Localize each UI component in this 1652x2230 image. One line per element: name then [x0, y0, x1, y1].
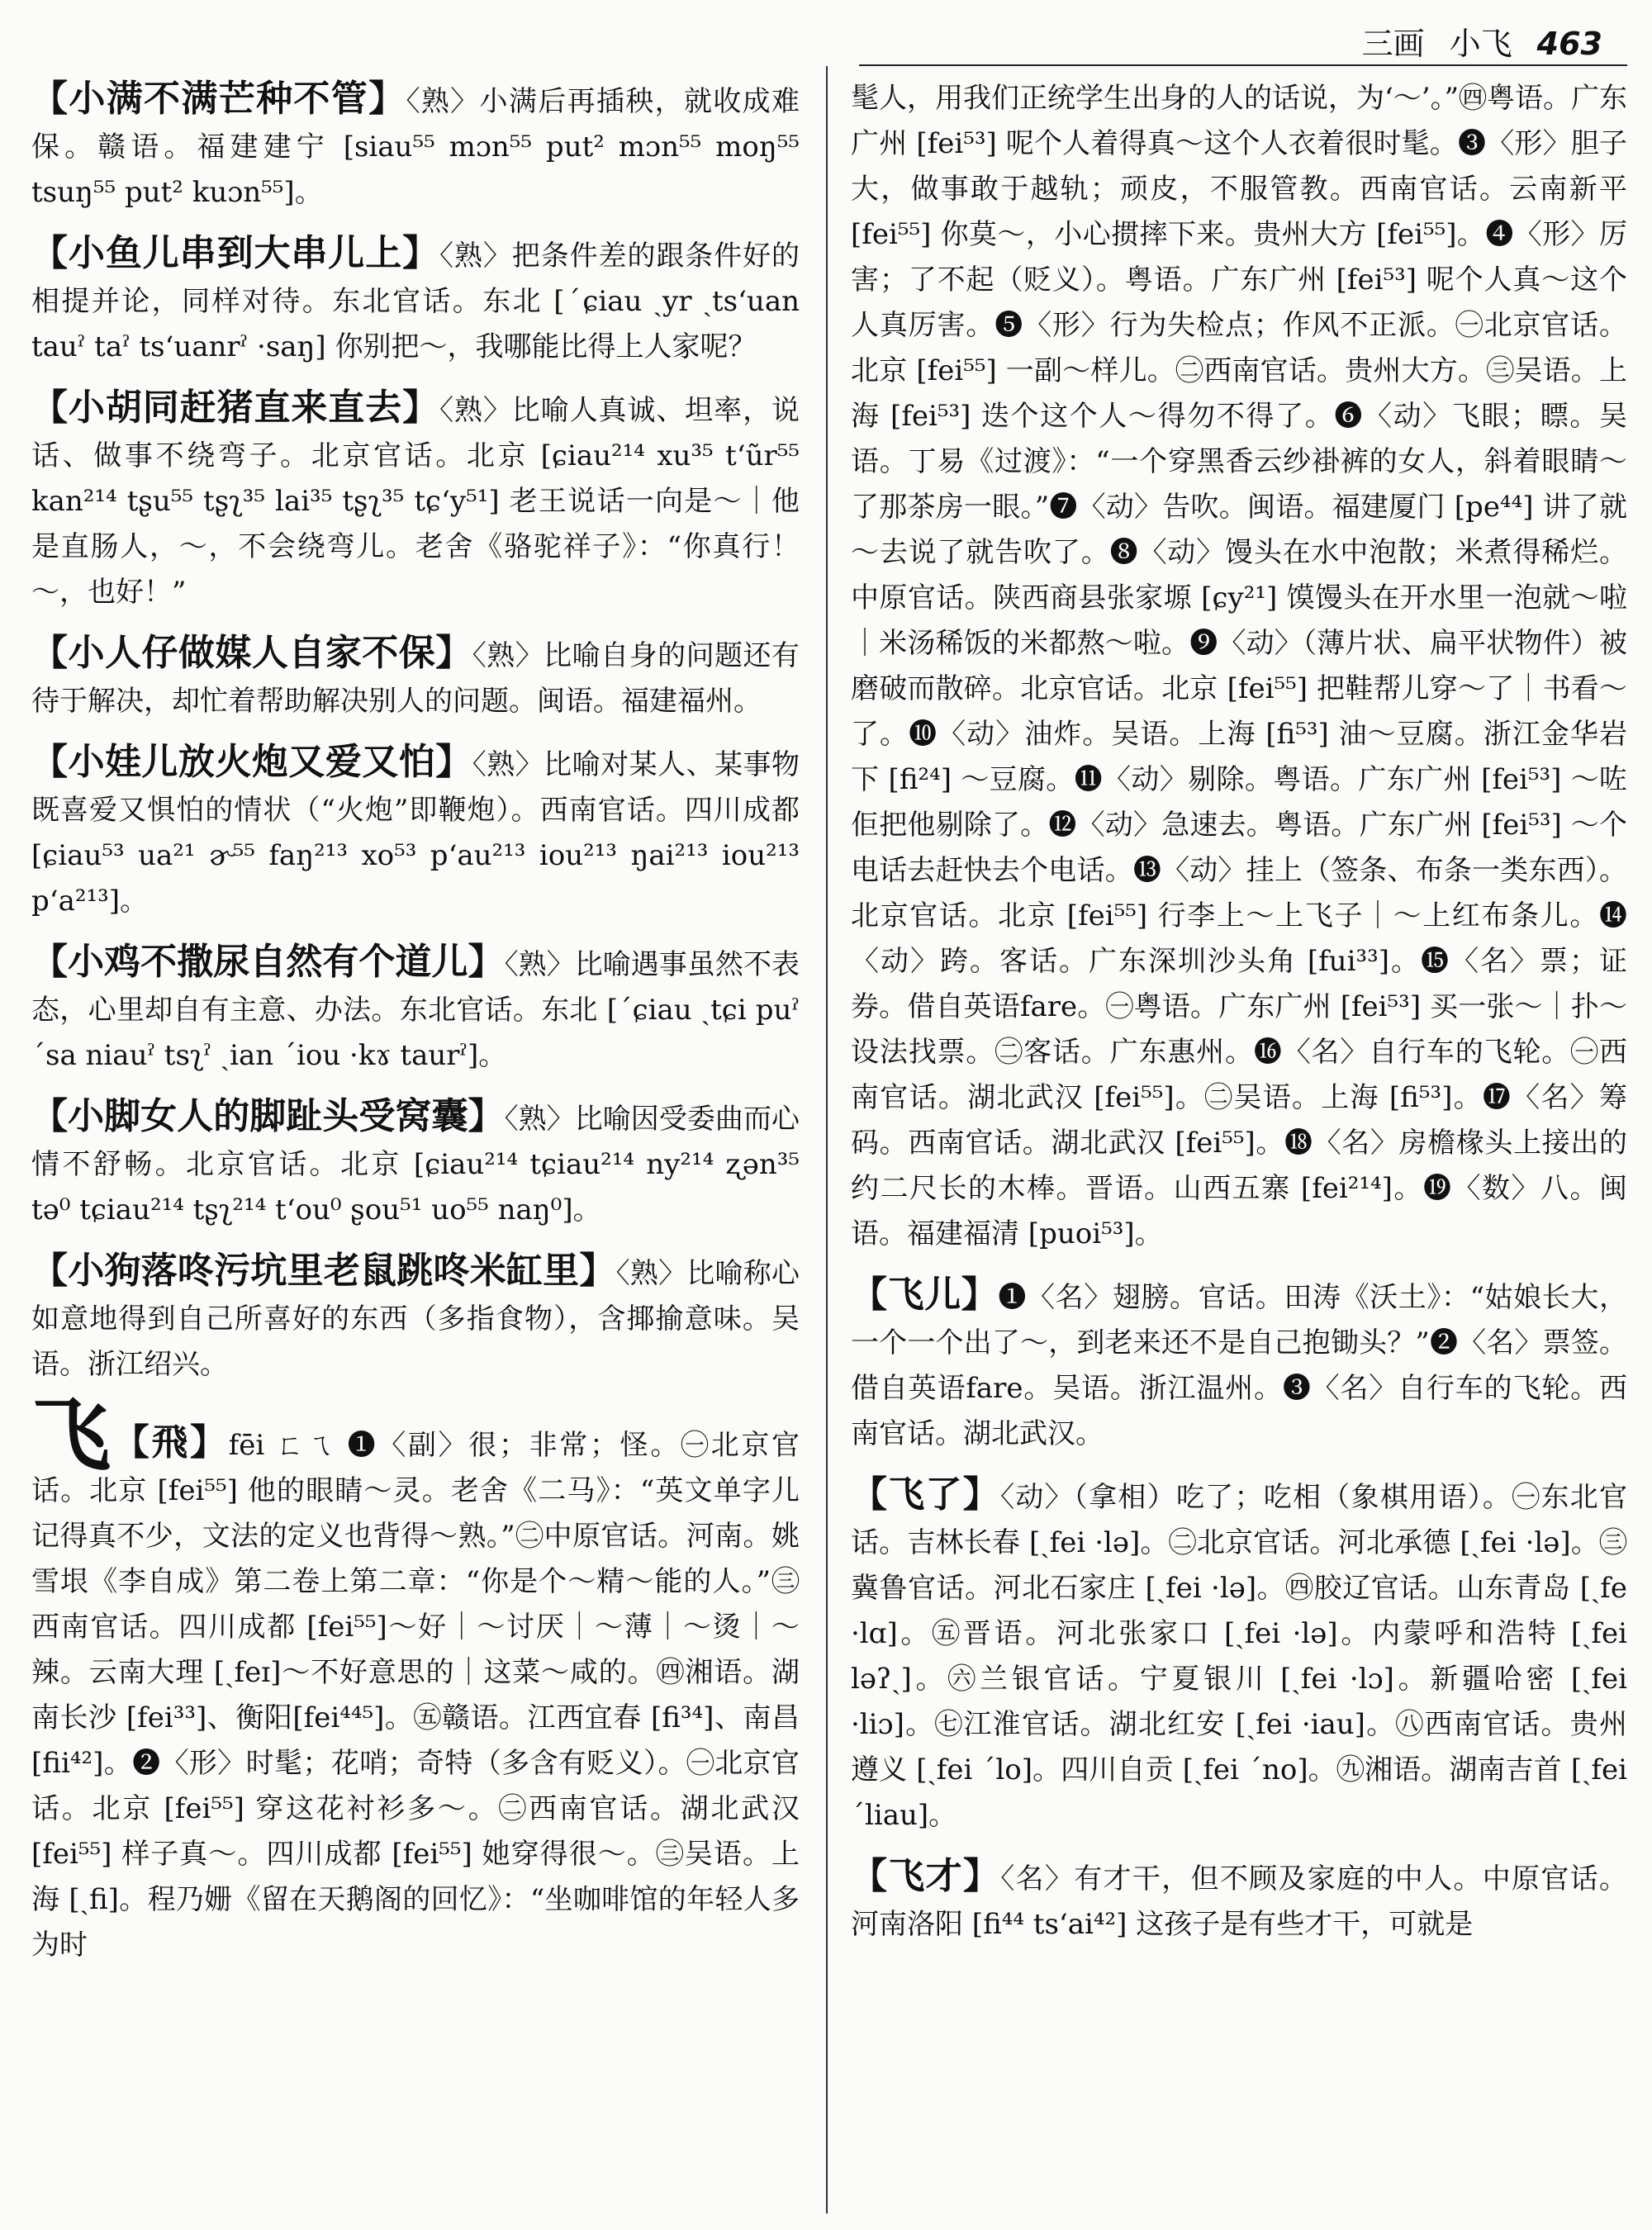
running-chars: 小飞: [1449, 26, 1512, 62]
entry-headword: 【小狗落咚污坑里老鼠跳咚米缸里】: [31, 1250, 616, 1292]
running-head: [1256, 18, 1602, 64]
entry-definition: 〈熟〉比喻自身的问题还有待于解决，却忙着帮助解决别人的问题。闽语。福建福州。: [31, 639, 800, 718]
dictionary-entry: [31, 939, 800, 1079]
entry-headword: 【小鸡不撒尿自然有个道儿】: [31, 941, 505, 983]
entry-definition: 〈熟〉把条件差的跟条件好的相提并论，同样对待。东北官话。东北 [ˊɕiau ˏyr ˏts‘uan tauˀ taˀ ts‘uanrˀ ·saŋ] 你别把～，我哪能比得上人家呢？: [31, 240, 800, 363]
entry-headword: 【小胡同赶猪直来直去】: [31, 387, 440, 429]
dictionary-entry: [31, 630, 800, 724]
dictionary-entry: [31, 1248, 800, 1388]
entry-definition: 〈熟〉比喻因受委曲而心情不舒畅。北京官话。北京 [ɕiau²¹⁴ tɕiau²¹⁴ ny²¹⁴ ʐən³⁵ tə⁰ tɕiau²¹⁴ tʂʅ²¹⁴ t‘ou⁰ ʂou⁵¹ uo⁵⁵ naŋ⁰]。: [31, 1103, 800, 1226]
entry-headword: 【飞了】: [851, 1473, 1001, 1516]
character-entry-fei: [31, 1388, 800, 1968]
left-column: [31, 76, 800, 2222]
dictionary-entry: [31, 76, 800, 216]
column-divider: [826, 66, 828, 2213]
entry-definition: 〈熟〉小满后再插秧，就收成难保。赣语。福建建宁 [siau⁵⁵ mɔn⁵⁵ put² mɔn⁵⁵ moŋ⁵⁵ tsuŋ⁵⁵ put² kuɔn⁵⁵]。: [31, 85, 800, 209]
entry-headword: 【飞儿】: [851, 1274, 999, 1316]
entry-continuation: 髦人，用我们正统学生出身的人的话说，为‘～’。”㊃粤语。广东广州 [fei⁵³] 呢个人着得真～这个人衣着很时髦。❸〈形〉胆子大，做事敢于越轨；顽皮，不服管教。西南官话。云南新平 [fei⁵⁵] 你莫～，小心掼摔下来。贵州大方 [fei⁵⁵]。❹〈形〉厉害；了不起（贬义）。粤语。广东广州 [fei⁵³] 呢个人真～这个人真厉害。❺〈形〉行为失检点；作风不正派。㊀北京官话。北京 [fei⁵⁵] 一副～样儿。㊁西南官话。贵州大方。㊂吴语。上海 [fei⁵³] 迭个这个人～得勿不得了。❻〈动〉飞眼；瞟。吴语。丁易《过渡》：“一个穿黑香云纱褂裤的女人，斜着眼睛～了那茶房一眼。”❼〈动〉告吹。闽语。福建厦门 [pe⁴⁴] 讲了就～去说了就告吹了。❽〈动〉馒头在水中泡散；米煮得稀烂。中原官话。陕西商县张家塬 [ɕy²¹] 馍馒头在开水里一泡就～啦｜米汤稀饭的米都熬～啦。❾〈动〉（薄片状、扁平状物件）被磨破而散碎。北京官话。北京 [fei⁵⁵] 把鞋帮儿穿～了｜书看～了。❿〈动〉油炸。吴语。上海 [fi⁵³] 油～豆腐。浙江金华岩下 [fi²⁴] ～豆腐。⓫〈动〉剔除。粤语。广东广州 [fei⁵³] ～咗佢把他剔除了。⓬〈动〉急速去。粤语。广东广州 [fei⁵³] ～个电话去赶快去个电话。⓭〈动〉挂上（签条、布条一类东西）。北京官话。北京 [fei⁵⁵] 行李上～上飞子｜～上红布条儿。⓮〈动〉跨。客话。广东深圳沙头角 [fui³³]。⓯〈名〉票；证券。借自英语fare。㊀粤语。广东广州 [fei⁵³] 买一张～｜扑～设法找票。㊁客话。广东惠州。⓰〈名〉自行车的飞轮。㊀西南官话。湖北武汉 [fei⁵⁵]。㊁吴语。上海 [fi⁵³]。⓱〈名〉筹码。西南官话。湖北武汉 [fei⁵⁵]。⓲〈名〉房檐椽头上接出的约二尺长的木棒。晋语。山西五寨 [fei²¹⁴]。⓳〈数〉八。闽语。福建福清 [puoi⁵³]。: [851, 82, 1627, 1250]
page-number: 463: [1536, 26, 1602, 62]
entry-headword: 【小娃儿放火炮又爱又怕】: [31, 741, 472, 783]
entry-headword: 【小鱼儿串到大串儿上】: [31, 232, 440, 274]
dictionary-entry: [31, 385, 800, 615]
entry-definition: 〈名〉有才干，但不顾及家庭的中人。中原官话。河南洛阳 [fi⁴⁴ ts‘ai⁴²] 这孩子是有些才干，可就是: [851, 1862, 1627, 1941]
entry-definition: fēi ㄈㄟ ❶〈副〉很；非常；怪。㊀北京官话。北京 [fei⁵⁵] 他的眼睛～灵。老舍《二马》：“英文单字儿记得真不少，文法的定义也背得～熟。”㊁中原官话。河南。姚雪垠《李自成》第二卷上第二章：“你是个～精～能的人。”㊂西南官话。四川成都 [fei⁵⁵]～好｜～讨厌｜～薄｜～烫｜～辣。云南大理 [ˏfeɪ]～不好意思的｜这菜～咸的。㊃湘语。湖南长沙 [fei³³]、衡阳[fei⁴⁴⁵]。㊄赣语。江西宜春 [fi³⁴]、南昌 [fii⁴²]。❷〈形〉时髦；花哨；奇特（多含有贬义）。㊀北京官话。北京 [fei⁵⁵] 穿这花衬衫多～。㊁西南官话。湖北武汉 [fei⁵⁵] 样子真～。四川成都 [fei⁵⁵] 她穿得很～。㊂吴语。上海 [ˏfi]。程乃姗《留在天鹅阁的回忆》：“坐咖啡馆的年轻人多为时: [31, 1429, 800, 1962]
dictionary-entry: [31, 1094, 800, 1233]
right-column: [851, 76, 1627, 2222]
dictionary-entry: [31, 739, 800, 924]
entry-definition: ❶〈名〉翅膀。官话。田涛《沃土》：“姑娘长大，一个一个出了～，到老来还不是自己抱锄头？”❷〈名〉票签。借自英语fare。吴语。浙江温州。❸〈名〉自行车的飞轮。西南官话。湖北武汉。: [851, 1281, 1627, 1450]
main-character: 飞: [31, 1388, 113, 1482]
entry-definition: 〈熟〉比喻遇事虽然不表态，心里却自有主意、办法。东北官话。东北 [ˊɕiau ˏtɕi puˀ ˊsa niauˀ tsʅˀ ˏian ˊiou ·kɤ taurˀ]。: [31, 948, 800, 1072]
dictionary-entry: [31, 230, 800, 370]
entry-headword: 【小人仔做媒人自家不保】: [31, 632, 472, 674]
entry-headword: 【小满不满芒种不管】: [31, 78, 406, 120]
dictionary-entry: [851, 1472, 1627, 1839]
section-label: 三画: [1361, 26, 1425, 62]
entry-headword: 【飞才】: [851, 1855, 1001, 1897]
entry-definition: 〈熟〉比喻称心如意地得到自己所喜好的东西（多指食物），含揶揄意味。吴语。浙江绍兴。: [31, 1257, 800, 1381]
entry-headword: 【飛】: [112, 1421, 229, 1464]
entry-headword: 【小脚女人的脚趾头受窝囊】: [31, 1095, 505, 1137]
header-rule: [859, 64, 1627, 66]
entry-definition: 〈熟〉比喻人真诚、坦率，说话、做事不绕弯子。北京官话。北京 [ɕiau²¹⁴ xu³⁵ t‘ũr⁵⁵ kan²¹⁴ tʂu⁵⁵ tʂʅ³⁵ lai³⁵ tʂʅ³⁵ tɕ‘y⁵¹] 老王说话一向是～｜他是直肠人，～，不会绕弯儿。老舍《骆驼祥子》：“你真行！～，也好！”: [31, 394, 800, 609]
entry-definition: 〈动〉（拿相）吃了；吃相（象棋用语）。㊀东北官话。吉林长春 [ˏfei ·lə]。㊁北京官话。河北承德 [ˏfei ·lə]。㊂冀鲁官话。河北石家庄 [ˏfei ·lə]。㊃胶辽官话。山东青岛 [ˏfe ·lɑ]。㊄晋语。河北张家口 [ˏfei ·lə]。内蒙呼和浩特 [ˏfei ləʔˏ]。㊅兰银官话。宁夏银川 [ˏfei ·lɔ]。新疆哈密 [ˏfei ·liɔ]。㊆江淮官话。湖北红安 [ˏfei ·iau]。㊇西南官话。贵州遵义 [ˏfei ˊlo]。四川自贡 [ˏfei ˊno]。㊈湘语。湖南吉首 [ˏfei ˊliau]。: [851, 1481, 1627, 1832]
entry-definition: 〈熟〉比喻对某人、某事物既喜爱又惧怕的情状（“火炮”即鞭炮）。西南官话。四川成都 [ɕiau⁵³ ua²¹ ɚ⁵⁵ faŋ²¹³ xo⁵³ p‘au²¹³ iou²¹³ ŋai²¹³ iou²¹³ p‘a²¹³]。: [31, 748, 800, 918]
dictionary-entry: [851, 1853, 1627, 1948]
dictionary-entry: [851, 1272, 1627, 1457]
